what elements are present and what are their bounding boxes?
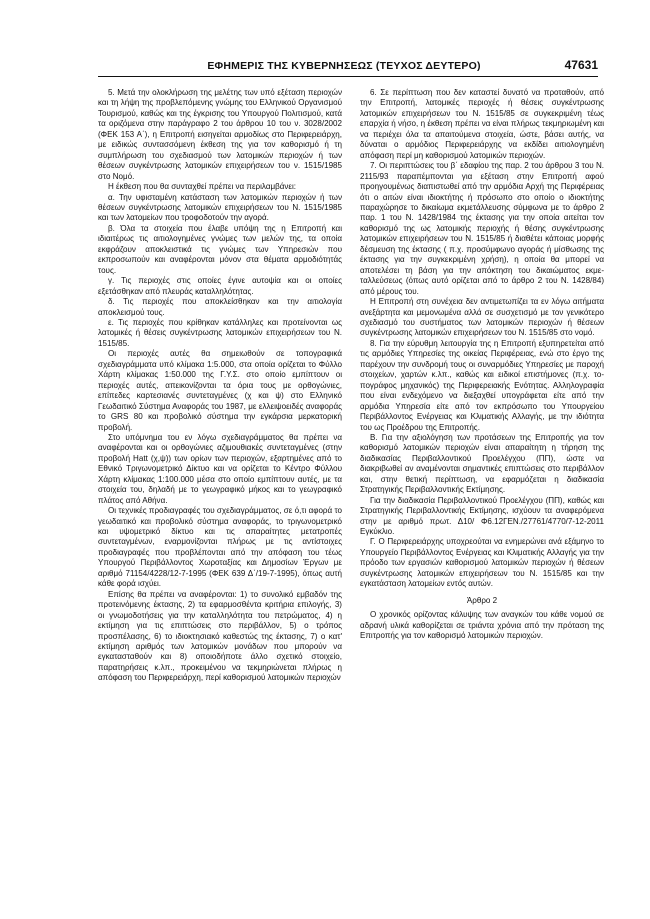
article-heading: Άρθρο 2 [466, 595, 498, 605]
header-rule [98, 76, 598, 77]
paragraph: 8. Για την εύρυθμη λειτουργία της η Επιτροπή εξυπηρετείται από τις αρμόδιες Υπηρεσίες της οικείας Περιφέρειας, ενώ στο έργο της παρέχουν την συνδρομή τους οι συναρμόδιες Υπηρεσίες με παροχή στοιχείων, χαρτών κ.λπ., καθώς και ειδικοί επιστήμονες (π.χ. τοπογράφος μηχανικός) της Περιφερειακής Ενότητας. Αλληλογραφία που είναι ενδεχόμενο να διεξαχθεί υπογράφεται είτε από την αρμόδια Υπηρεσία είτε από τον εκπρόσωπο του Υπουργείου Περιβάλλοντος Ενέργειας και Κλιματικής Αλλαγής, με την ιδιότητα του ως Προέδρου της Επιτροπής. [360, 338, 604, 432]
paragraph: Οι περιοχές αυτές θα σημειωθούν σε τοπογραφικά σχεδιαγράμματα υπό κλίμακα 1:5.000, στα οποία ορίζεται το Φύλλο Χάρτη κλίμακας 1:50.000 της Γ.Υ.Σ. στο οποίο εμπίπτουν οι περιοχές αυτές, απεικονίζονται τα όρια τους με ορθογώνιες, επίπεδες καρτεσιανές συντεταγμένες (χ και ψ) στο Ελληνικό Γεωδαιτικό Σύστημα Αναφοράς του 1987, με ελλειψοειδές αναφοράς το GRS 80 και προβολικό σύστημα την εγκάρσια μερκατορική προβολή. [98, 349, 342, 432]
paragraph: 5. Μετά την ολοκλήρωση της μελέτης των υπό εξέταση περιοχών και τη λήψη της προβλεπόμενης γνώμης του Ελληνικού Οργανισμού Τουρισμού, καθώς και της έγκρισης του Υπουργού Πολιτισμού, κατά τα οριζόμενα στην παράγραφο 2 του άρθρου 10 του ν. 3028/2002 (ΦΕΚ 153 Α΄), η Επιτροπή εισηγείται αρμοδίως στο Περιφερειάρχη, με ειδικώς συντασσόμενη έκθεση της για τον καθορισμό ή τη συμπλήρωση του σχεδιασμού των λατομικών περιοχών ή των θέσεων συγκέντρωσης λατομικών επιχειρήσεων του ν. 1515/1985 στο Νομό. [98, 88, 342, 181]
article-paragraph: Ο χρονικός ορίζοντας κάλυψης των αναγκών του κάθε νομού σε αδρανή υλικά καθορίζεται σε τριάντα χρόνια από την πρόταση της Επιτροπής για τον καθορισμό λατομικών περιοχών. [360, 610, 604, 641]
paragraph: Για την διαδικασία Περιβαλλοντικού Προελέγχου (ΠΠ), καθώς και Στρατηγικής Περιβαλλοντικής Εκτίμησης, ισχύουν τα αναφερόμενα στην με αριθμό πρωτ. Δ10/ Φ6.12ΓΕΝ./27761/4770/7-12-2011 Εγκύκλιο. [360, 495, 604, 537]
gazette-title: ΕΦΗΜΕΡΙΣ ΤΗΣ ΚΥΒΕΡΝΗΣΕΩΣ (ΤΕΥΧΟΣ ΔΕΥΤΕΡΟ) [207, 60, 481, 72]
page-header [98, 58, 598, 74]
paragraph: β. Όλα τα στοιχεία που έλαβε υπόψη της η Επιτροπή και ιδιαιτέρως τις αιτιολογημένες γνώμες των μελών της, τα οποία εκφράζουν αποκλειστικά τις γνώμες των Υπηρεσιών που εκπροσωπούν και αναφέρονται μόνον στα θέματα αρμοδιότητάς τους. [98, 223, 342, 275]
paragraph: α. Την υφισταμένη κατάσταση των λατομικών περιοχών ή των θέσεων συγκέντρωσης λατομικών επιχειρήσεων του Ν. 1515/1985 και των λατομείων που τροφοδοτούν την αγορά. [98, 192, 342, 223]
paragraph: Η Επιτροπή στη συνέχεια δεν αντιμετωπίζει τα εν λόγω αιτήματα ανεξάρτητα και μεμονωμένα αλλά σε συσχετισμό με τον γενικότερο σχεδιασμό του συστήματος των λατομικών περιοχών ή θέσεων συγκέντρωσης λατομικών επιχειρήσεων του Ν. 1515/85 στο νομό. [360, 297, 604, 338]
paragraph: Επίσης θα πρέπει να αναφέρονται: 1) το συνολικό εμβαδόν της προτεινόμενης έκτασης, 2) τα εφαρμοσθέντα κριτήρια επιλογής, 3) οι γνωμοδοτήσεις για την καταλληλότητα του πετρώματος, 4) η εκτίμηση για τις επιπτώσεις στο περιβάλλον, 5) ο τρόπος προσπέλασης, 6) το ιδιοκτησιακό καθεστώς της έκτασης, 7) ο κατ' εκτίμηση αριθμός των λατομικών μονάδων που μπορούν να εγκατασταθούν και 8) οποιοδήποτε άλλο σχετικό στοιχείο, παρατηρήσεις κ.λπ., προκειμένου να τεκμηριώνεται πλήρως η απόφαση του Περιφερειάρχη, περί καθορισμού λατομικών περιοχών [98, 589, 342, 683]
paragraph: Γ. Ο Περιφερειάρχης υποχρεούται να ενημερώνει ανά εξάμηνο το Υπουργείο Περιβάλλοντος Ενέργειας και Κλιματικής Αλλαγής για την πρόοδο των εργασιών καθορισμού λατομικών περιοχών ή θέσεων συγκέντρωσης λατομικών επιχειρήσεων του Ν. 1515/85 και την εγκατάσταση λατομείων εντός αυτών. [360, 537, 604, 589]
paragraph: 6. Σε περίπτωση που δεν καταστεί δυνατό να προταθούν, από την Επιτροπή, λατομικές περιοχές ή θέσεις συγκέντρωσης λατομικών επιχειρήσεων του Ν. 1515/85 σε συγκεκριμένη τέως επαρχία ή νήσο, η έκθεση πρέπει να είναι πλήρως τεκμηριωμένη και να περιέχει όλα τα απαιτούμενα στοιχεία, ώστε, βάσει αυτής, να δύναται ο αρμόδιος Περιφερειάρχης να εκδίδει αιτιολογημένη απόφαση περί μη καθορισμού λατομικών περιοχών. [360, 88, 604, 160]
paragraph: Οι τεχνικές προδιαγραφές του σχεδιαγράμματος, σε ό,τι αφορά το γεωδαιτικό και προβολικό σύστημα αναφοράς, το τριγωνομετρικό και υψομετρικό δίκτυο και τις απαραίτητες μετατροπές συντεταγμένων, εναρμονίζονται πλήρως με τις αντίστοιχες προδιαγραφές που προβλέπονται από την απόφαση του τέως Υπουργού Περιβάλλοντος Χωροταξίας και Δημοσίων Έργων με αριθμό 71154/4228/12-7-1995 (ΦΕΚ 639 Δ΄/19-7-1995), όπως αυτή κάθε φορά ισχύει. [98, 506, 342, 589]
paragraph: Η έκθεση που θα συνταχθεί πρέπει να περιλαμβάνει: [108, 182, 297, 192]
paragraph: 7. Οι περιπτώσεις του β΄ εδαφίου της παρ. 2 του άρθρου 3 του Ν. 2115/93 παραπέμπονται για εξέταση στην Επιτροπή αφού προηγουμένως διαπιστωθεί από την αρμόδια Αρχή της Περιφέρειας ότι ο αιτών είναι ιδιοκτήτης ή πρόσωπο στο οποίο ο ιδιοκτήτης παραχώρησε το δικαίωμα εκμετάλλευσης σύμφωνα με το άρθρο 2 παρ. 1 του Ν. 1428/1984 της έκτασης για την οποία αιτείται τον καθορισμό της ως λατομικής περιοχής ή θέσης συγκέντρωσης λατομικών επιχειρήσεων του Ν. 1515/85 ή διαθέτει κάποιας μορφής δέσμευση της έκτασης ( π.χ. προσύμφωνο αγοράς ή μίσθωσης της έκτασης για την συγκεκριμένη χρήση), η οποία θα μπορεί να αποτελέσει τη βάση για την απόκτηση του δικαιώματος εκμεταλλεύσεως (όπως αυτό ορίζεται από το άρθρο 2 του Ν. 1428/84) από μέρους του. [360, 161, 604, 296]
page-number: 47631 [564, 58, 598, 72]
paragraph: Β. Για την αξιολόγηση των προτάσεων της Επιτροπής για τον καθορισμό λατομικών περιοχών είναι απαραίτητη η τήρηση της διαδικασίας Περιβαλλοντικού Προελέγχου (ΠΠ), ώστε να διακριβωθεί αν αναμένονται σημαντικές επιπτώσεις στο περιβάλλον και, στην θετική περίπτωση, να εφαρμόζεται η διαδικασία Στρατηγικής Περιβαλλοντικής Εκτίμησης. [360, 432, 604, 495]
paragraph: γ. Τις περιοχές στις οποίες έγινε αυτοψία και οι οποίες εξετάσθηκαν από πλευράς καταλληλότητας. [98, 276, 342, 296]
right-column [360, 88, 604, 642]
paragraph: ε. Τις περιοχές που κρίθηκαν κατάλληλες και προτείνονται ως λατομικές ή θέσεις συγκέντρωσης λατομικών επιχειρήσεων του Ν. 1515/85. [98, 317, 342, 348]
paragraph: δ. Τις περιοχές που αποκλείσθηκαν και την αιτιολογία αποκλεισμού τους. [98, 297, 342, 317]
left-column [98, 88, 342, 684]
paragraph: Στο υπόμνημα του εν λόγω σχεδιαγράμματος θα πρέπει να αναφέρονται και οι ορθογώνιες αζιμουθιακές συντεταγμένες (στην προβολή Hatt (χ,ψ)) των ορίων των περιοχών, εξαρτημένες από το Εθνικό Τριγωνομετρικό Δίκτυο και να ορίζεται το Κέντρο Φύλλου Χάρτη κλίμακας 1:100.000 μέσα στο οποίο εμπίπτουν αυτές, με τα στοιχεία του, δηλαδή με το γεωγραφικό μήκος και το γεωγραφικό πλάτος από Αθήνα. [98, 432, 342, 505]
